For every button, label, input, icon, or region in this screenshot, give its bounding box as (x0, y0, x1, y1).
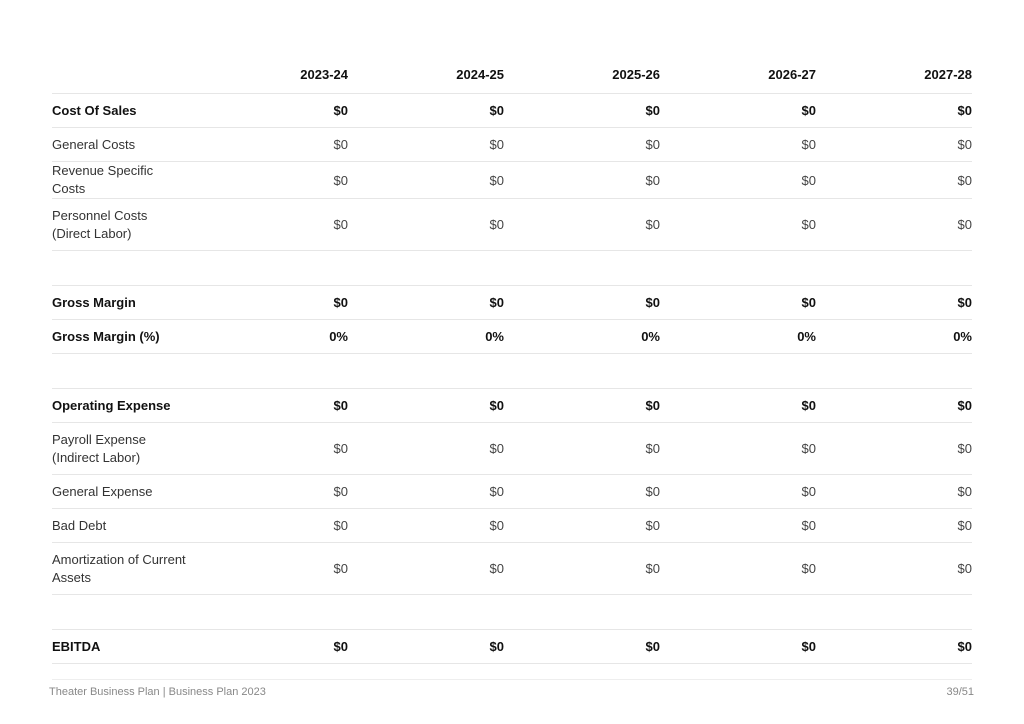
value-cell: $0 (504, 630, 660, 664)
value-cell: $0 (504, 94, 660, 128)
row-label: Personnel Costs (Direct Labor) (52, 199, 192, 251)
value-cell: 0% (816, 320, 972, 354)
value-cell: $0 (660, 94, 816, 128)
footer-divider (52, 679, 972, 680)
value-cell: $0 (348, 128, 504, 162)
value-cell: $0 (504, 128, 660, 162)
value-cell: $0 (816, 94, 972, 128)
value-cell: $0 (348, 543, 504, 595)
spacer-row (52, 595, 972, 630)
spacer-cell (52, 251, 972, 286)
value-cell: $0 (192, 128, 348, 162)
value-cell: $0 (660, 423, 816, 475)
value-cell: $0 (348, 286, 504, 320)
table-row (52, 320, 972, 354)
value-cell: $0 (816, 475, 972, 509)
year-header: 2025-26 (504, 55, 660, 94)
value-cell: $0 (192, 630, 348, 664)
value-cell: $0 (348, 199, 504, 251)
footer-page-number: 39/51 (946, 686, 974, 698)
value-cell: $0 (660, 286, 816, 320)
value-cell: $0 (816, 199, 972, 251)
spacer-row (52, 251, 972, 286)
value-cell: $0 (192, 162, 348, 199)
value-cell: $0 (660, 389, 816, 423)
table-row (52, 286, 972, 320)
value-cell: $0 (192, 543, 348, 595)
row-label: General Expense (52, 475, 192, 509)
value-cell: $0 (660, 128, 816, 162)
page-footer (49, 686, 974, 698)
table-row (52, 630, 972, 664)
value-cell: $0 (348, 389, 504, 423)
table-body (52, 94, 972, 664)
value-cell: $0 (660, 199, 816, 251)
value-cell: $0 (504, 475, 660, 509)
table-row (52, 475, 972, 509)
value-cell: 0% (504, 320, 660, 354)
value-cell: $0 (348, 94, 504, 128)
value-cell: $0 (192, 509, 348, 543)
value-cell: $0 (660, 509, 816, 543)
year-header: 2026-27 (660, 55, 816, 94)
value-cell: $0 (192, 286, 348, 320)
row-label: Gross Margin (52, 286, 192, 320)
value-cell: $0 (504, 389, 660, 423)
value-cell: $0 (348, 630, 504, 664)
value-cell: $0 (816, 509, 972, 543)
value-cell: 0% (660, 320, 816, 354)
row-label: Revenue Specific Costs (52, 162, 192, 199)
year-header: 2027-28 (816, 55, 972, 94)
spacer-row (52, 354, 972, 389)
row-label: Gross Margin (%) (52, 320, 192, 354)
value-cell: $0 (816, 630, 972, 664)
value-cell: $0 (192, 423, 348, 475)
value-cell: $0 (660, 630, 816, 664)
year-header: 2023-24 (192, 55, 348, 94)
row-label: Payroll Expense (Indirect Labor) (52, 423, 192, 475)
header-row (52, 55, 972, 94)
table-row (52, 128, 972, 162)
value-cell: $0 (504, 199, 660, 251)
table-row (52, 543, 972, 595)
value-cell: $0 (816, 389, 972, 423)
financial-table-wrap (52, 55, 972, 664)
header-label-cell (52, 55, 192, 94)
table-row (52, 423, 972, 475)
value-cell: $0 (504, 286, 660, 320)
value-cell: $0 (192, 475, 348, 509)
value-cell: $0 (192, 389, 348, 423)
table-row (52, 199, 972, 251)
value-cell: $0 (348, 162, 504, 199)
value-cell: $0 (192, 94, 348, 128)
value-cell: $0 (504, 509, 660, 543)
value-cell: $0 (816, 286, 972, 320)
value-cell: 0% (192, 320, 348, 354)
profit-loss-table (52, 55, 972, 664)
row-label: Operating Expense (52, 389, 192, 423)
spacer-cell (52, 354, 972, 389)
value-cell: $0 (504, 543, 660, 595)
value-cell: $0 (660, 162, 816, 199)
table-row (52, 509, 972, 543)
value-cell: $0 (348, 509, 504, 543)
value-cell: $0 (348, 423, 504, 475)
year-header: 2024-25 (348, 55, 504, 94)
value-cell: $0 (816, 423, 972, 475)
row-label: General Costs (52, 128, 192, 162)
value-cell: $0 (504, 162, 660, 199)
table-row (52, 94, 972, 128)
row-label: EBITDA (52, 630, 192, 664)
value-cell: 0% (348, 320, 504, 354)
row-label: Cost Of Sales (52, 94, 192, 128)
value-cell: $0 (348, 475, 504, 509)
spacer-cell (52, 595, 972, 630)
value-cell: $0 (192, 199, 348, 251)
footer-document-title: Theater Business Plan | Business Plan 2023 (49, 686, 266, 698)
table-header (52, 55, 972, 94)
row-label: Amortization of Current Assets (52, 543, 192, 595)
value-cell: $0 (660, 543, 816, 595)
value-cell: $0 (816, 543, 972, 595)
table-row (52, 162, 972, 199)
row-label: Bad Debt (52, 509, 192, 543)
value-cell: $0 (816, 162, 972, 199)
value-cell: $0 (816, 128, 972, 162)
value-cell: $0 (660, 475, 816, 509)
value-cell: $0 (504, 423, 660, 475)
table-row (52, 389, 972, 423)
